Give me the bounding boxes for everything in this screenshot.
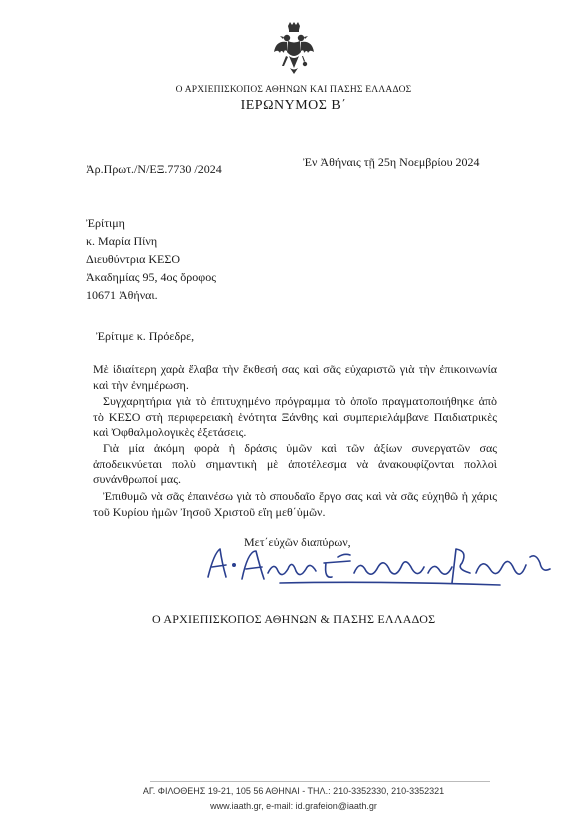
body-paragraph: Μὲ ἰδιαίτερη χαρὰ ἔλαβα τὴν ἔκθεσή σας καὶ σᾶς εὐχαριστῶ γιὰ τὴν ἐπικοινωνία καὶ τὴν ἐνημέρωση. [93, 362, 497, 392]
protocol-number: Ἀρ.Πρωτ./Ν/ΕΞ.7730 /2024 [86, 162, 222, 176]
signatory: Ο ΑΡΧΙΕΠΙΣΚΟΠΟΣ ΑΘΗΝΩΝ & ΠΑΣΗΣ ΕΛΛΑΔΟΣ [152, 612, 436, 626]
recipient-city: 10671 Ἀθήναι. [86, 288, 158, 302]
footer-contact: www.iaath.gr, e-mail: id.grafeion@iaath.gr [210, 801, 377, 811]
letter-date: Ἐν Ἀθήναις τῇ 25η Νοεμβρίου 2024 [303, 155, 480, 169]
footer-address: ΑΓ. ΦΙΛΟΘΕΗΣ 19-21, 105 56 ΑΘΗΝΑΙ - ΤΗΛ.: 210-3352330, 210-3352321 [142, 786, 445, 796]
letterhead-name: ΙΕΡΩΝΥΜΟΣ Β΄ [240, 98, 347, 113]
footer-divider [150, 781, 490, 782]
body-paragraph: Γιὰ μία ἀκόμη φορὰ ἡ δράσις ὑμῶν καὶ τῶν ἀξίων συνεργατῶν σας ἀποδεικνύεται πολὺ σημαντικὴ μὲ ἀποτέλεσμα νὰ ἀνακουφίζονται πολλοὶ συνάνθρωποί μας. [93, 441, 497, 486]
recipient-title: Διευθύντρια ΚΕΣΟ [86, 252, 181, 266]
closing: Μετ΄εὐχῶν διαπύρων, [244, 535, 351, 549]
body-paragraph: Ἐπιθυμῶ νὰ σᾶς ἐπαινέσω γιὰ τὸ σπουδαῖο ἔργο σας καὶ νὰ σᾶς εὐχηθῶ ἡ χάρις τοῦ Κυρίου ἡμῶν Ἰησοῦ Χριστοῦ εἴη μεθ΄ὑμῶν. [93, 489, 497, 519]
handwritten-signature [200, 543, 560, 588]
recipient-street: Ἀκαδημίας 95, 4ος ὄροφος [86, 270, 216, 284]
double-headed-eagle-icon [272, 22, 316, 82]
salutation: Ἐρίτιμε κ. Πρόεδρε, [96, 329, 195, 343]
recipient-name: κ. Μαρία Πίνη [86, 234, 158, 248]
letterhead-organization: Ο ΑΡΧΙΕΠΙΣΚΟΠΟΣ ΑΘΗΝΩΝ ΚΑΙ ΠΑΣΗΣ ΕΛΛΑΔΟΣ [175, 85, 412, 95]
recipient-honorific: Ἐρίτιμη [86, 216, 125, 230]
body-paragraph: Συγχαρητήρια γιὰ τὸ ἐπιτυχημένο πρόγραμμα τὸ ὁποῖο πραγματοποιήθηκε ἀπὸ τὸ ΚΕΣΟ στὴ περιφερειακὴ ἑνότητα Ξάνθης καὶ συμπεριελάμβανε Παιδιατρικὲς καὶ Ὀφθαλμολογικὲς ἐξετάσεις. [93, 394, 497, 439]
